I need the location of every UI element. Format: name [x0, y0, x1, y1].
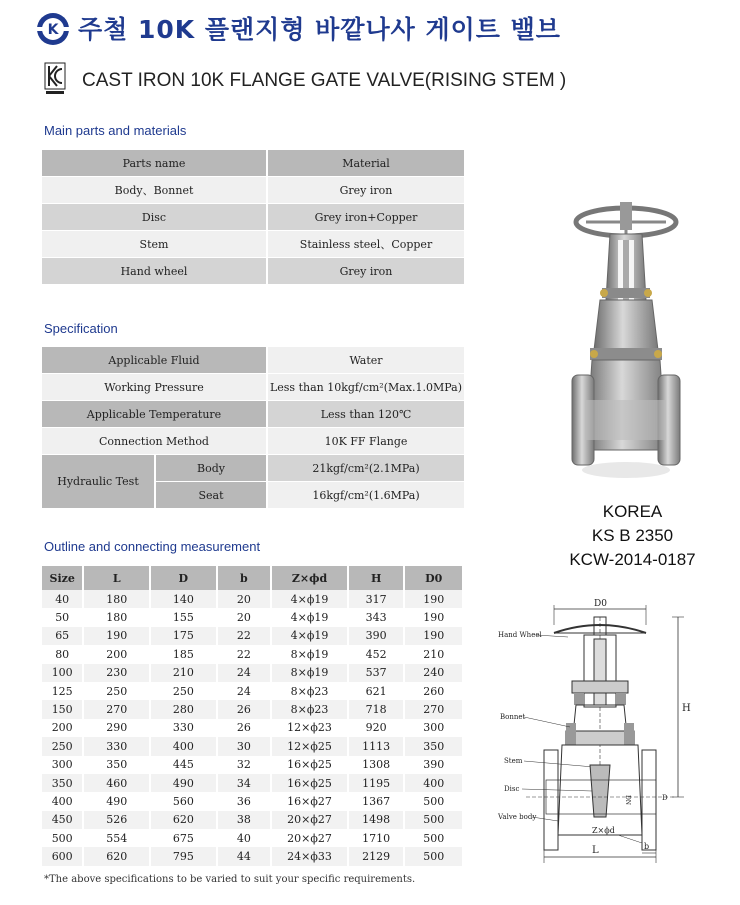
dimensions-table — [42, 566, 464, 866]
dims-cell: 140 — [151, 590, 218, 608]
dims-header-row — [42, 566, 464, 590]
dims-cell: 500 — [405, 792, 464, 810]
dims-cell: 490 — [151, 774, 218, 792]
dims-cell: 200 — [84, 645, 151, 663]
dims-cell: 125 — [42, 682, 84, 700]
spec-label: Applicable Fluid — [42, 347, 268, 374]
dims-cell: 8×ϕ23 — [272, 700, 349, 718]
dims-row — [42, 737, 464, 755]
dims-section-title: Outline and connecting measurement — [44, 539, 261, 554]
drawing-label-zd: Z×ϕd — [592, 826, 615, 835]
dims-cell: 718 — [349, 700, 406, 718]
dims-cell: 250 — [84, 682, 151, 700]
dims-cell: 200 — [42, 719, 84, 737]
dims-row — [42, 627, 464, 645]
dims-cell: 452 — [349, 645, 406, 663]
spec-value: 10K FF Flange — [268, 428, 464, 455]
parts-row — [42, 231, 464, 258]
standards-block — [545, 500, 720, 572]
dims-cell: 390 — [405, 756, 464, 774]
dims-cell: 4×ϕ19 — [272, 590, 349, 608]
dims-cell: 20×ϕ27 — [272, 829, 349, 847]
dims-cell: 24×ϕ33 — [272, 847, 349, 865]
dims-row — [42, 664, 464, 682]
dims-cell: 8×ϕ23 — [272, 682, 349, 700]
dims-cell: 620 — [84, 847, 151, 865]
parts-header-material: Material — [268, 150, 464, 177]
dims-cell: 537 — [349, 664, 406, 682]
hydraulic-seat-label: Seat — [156, 482, 268, 509]
dims-cell: 20 — [218, 608, 273, 626]
spec-section-title: Specification — [44, 321, 118, 336]
dims-cell: 675 — [151, 829, 218, 847]
dims-cell: 290 — [84, 719, 151, 737]
hydraulic-body-label: Body — [156, 455, 268, 482]
part-material: Stainless steel、Copper — [268, 231, 464, 258]
dims-cell: 155 — [151, 608, 218, 626]
dims-cell: 620 — [151, 811, 218, 829]
spec-row — [42, 347, 464, 374]
dims-cell: 24 — [218, 664, 273, 682]
dims-header-cell: Z×ϕd — [272, 566, 349, 590]
dims-cell: 4×ϕ19 — [272, 627, 349, 645]
dims-cell: 24 — [218, 682, 273, 700]
dims-cell: 317 — [349, 590, 406, 608]
dims-cell: 40 — [42, 590, 84, 608]
dims-cell: 26 — [218, 719, 273, 737]
spec-label: Working Pressure — [42, 374, 268, 401]
dims-row — [42, 608, 464, 626]
part-material: Grey iron — [268, 258, 464, 285]
dims-cell: 190 — [405, 608, 464, 626]
parts-header-row — [42, 150, 464, 177]
valve-technical-drawing — [496, 595, 711, 865]
dims-cell: 150 — [42, 700, 84, 718]
dims-cell: 8×ϕ19 — [272, 664, 349, 682]
drawing-label-d: D — [662, 794, 668, 802]
spec-row — [42, 401, 464, 428]
dims-cell: 180 — [84, 608, 151, 626]
dims-cell: 40 — [218, 829, 273, 847]
dims-cell: 34 — [218, 774, 273, 792]
part-material: Grey iron — [268, 177, 464, 204]
dims-row — [42, 811, 464, 829]
part-name: Stem — [42, 231, 268, 258]
dims-cell: 1710 — [349, 829, 406, 847]
dims-row — [42, 719, 464, 737]
dims-cell: 80 — [42, 645, 84, 663]
dims-row — [42, 792, 464, 810]
dims-cell: 300 — [405, 719, 464, 737]
dims-header-cell: D — [151, 566, 218, 590]
dims-cell: 330 — [151, 719, 218, 737]
dims-cell: 16×ϕ27 — [272, 792, 349, 810]
spec-row-hydraulic-body — [42, 455, 464, 482]
dims-cell: 270 — [84, 700, 151, 718]
dims-cell: 44 — [218, 847, 273, 865]
dims-cell: 250 — [42, 737, 84, 755]
dims-row — [42, 682, 464, 700]
drawing-label-hand-wheel: Hand Wheel — [498, 631, 542, 639]
dims-row — [42, 756, 464, 774]
dims-cell: 12×ϕ25 — [272, 737, 349, 755]
dims-cell: 500 — [405, 829, 464, 847]
drawing-label-bonnet: Bonnet — [500, 713, 526, 721]
dims-cell: 240 — [405, 664, 464, 682]
drawing-label-stem: Stem — [504, 757, 523, 765]
dims-cell: 1113 — [349, 737, 406, 755]
hydraulic-body-value: 21kgf/cm²(2.1MPa) — [268, 455, 464, 482]
part-name: Body、Bonnet — [42, 177, 268, 204]
dims-cell: 180 — [84, 590, 151, 608]
dims-cell: 1498 — [349, 811, 406, 829]
parts-table — [42, 150, 464, 285]
dims-cell: 1308 — [349, 756, 406, 774]
dims-cell: 390 — [349, 627, 406, 645]
hydraulic-test-label: Hydraulic Test — [42, 455, 156, 509]
dims-cell: 65 — [42, 627, 84, 645]
dims-cell: 621 — [349, 682, 406, 700]
spec-value: Less than 120℃ — [268, 401, 464, 428]
drawing-label-h: H — [682, 703, 691, 714]
dims-cell: 20×ϕ27 — [272, 811, 349, 829]
dims-cell: 250 — [151, 682, 218, 700]
drawing-label-dn: DN — [624, 795, 631, 806]
dims-cell: 343 — [349, 608, 406, 626]
dims-cell: 280 — [151, 700, 218, 718]
dims-cell: 300 — [42, 756, 84, 774]
dims-cell: 350 — [42, 774, 84, 792]
dims-cell: 8×ϕ19 — [272, 645, 349, 663]
dims-cell: 560 — [151, 792, 218, 810]
dims-cell: 490 — [84, 792, 151, 810]
dims-cell: 50 — [42, 608, 84, 626]
dims-row — [42, 847, 464, 865]
spec-row — [42, 374, 464, 401]
dims-cell: 445 — [151, 756, 218, 774]
parts-row — [42, 177, 464, 204]
parts-section-title: Main parts and materials — [44, 123, 187, 138]
dims-cell: 260 — [405, 682, 464, 700]
dims-cell: 230 — [84, 664, 151, 682]
dims-cell: 100 — [42, 664, 84, 682]
logo-letter: K — [47, 22, 59, 38]
page-title-korean: 주철 10K 플랜지형 바깥나사 게이트 밸브 — [78, 15, 561, 44]
drawing-label-d0: D0 — [594, 599, 607, 609]
dims-cell: 450 — [42, 811, 84, 829]
dims-header-cell: D0 — [405, 566, 464, 590]
dims-cell: 210 — [151, 664, 218, 682]
standard-country: KOREA — [602, 502, 663, 521]
spec-value: Less than 10kgf/cm²(Max.1.0MPa) — [268, 374, 464, 401]
parts-header-name: Parts name — [42, 150, 268, 177]
dims-cell: 920 — [349, 719, 406, 737]
dims-cell: 400 — [405, 774, 464, 792]
spec-table — [42, 347, 464, 509]
dims-cell: 526 — [84, 811, 151, 829]
dims-header-cell: Size — [42, 566, 84, 590]
dims-cell: 400 — [151, 737, 218, 755]
dims-cell: 26 — [218, 700, 273, 718]
dims-cell: 16×ϕ25 — [272, 774, 349, 792]
standard-ks: KS B 2350 — [591, 526, 674, 545]
dims-cell: 4×ϕ19 — [272, 608, 349, 626]
dims-cell: 36 — [218, 792, 273, 810]
dims-cell: 460 — [84, 774, 151, 792]
dims-cell: 190 — [405, 590, 464, 608]
part-material: Grey iron+Copper — [268, 204, 464, 231]
dims-cell: 795 — [151, 847, 218, 865]
dims-cell: 32 — [218, 756, 273, 774]
dims-header-cell: b — [218, 566, 273, 590]
footnote: *The above specifications to be varied to suit your specific requirements. — [44, 874, 416, 885]
dims-row — [42, 645, 464, 663]
dims-row — [42, 590, 464, 608]
dims-cell: 270 — [405, 700, 464, 718]
spec-label: Connection Method — [42, 428, 268, 455]
dims-cell: 16×ϕ25 — [272, 756, 349, 774]
dims-header-cell: L — [84, 566, 151, 590]
dims-cell: 38 — [218, 811, 273, 829]
valve-photo-image — [566, 200, 696, 485]
part-name: Disc — [42, 204, 268, 231]
dims-cell: 30 — [218, 737, 273, 755]
dims-cell: 190 — [405, 627, 464, 645]
parts-row — [42, 204, 464, 231]
dims-cell: 500 — [405, 847, 464, 865]
hydraulic-seat-value: 16kgf/cm²(1.6MPa) — [268, 482, 464, 509]
spec-row — [42, 428, 464, 455]
dims-cell: 554 — [84, 829, 151, 847]
dims-cell: 350 — [84, 756, 151, 774]
dims-cell: 12×ϕ23 — [272, 719, 349, 737]
dims-cell: 500 — [405, 811, 464, 829]
drawing-label-b: b — [644, 842, 650, 851]
dims-cell: 175 — [151, 627, 218, 645]
standard-kcw: KCW-2014-0187 — [569, 550, 696, 569]
drawing-label-disc: Disc — [504, 785, 520, 793]
drawing-label-l: L — [592, 845, 599, 856]
dims-cell: 20 — [218, 590, 273, 608]
dims-cell: 22 — [218, 627, 273, 645]
part-name: Hand wheel — [42, 258, 268, 285]
dims-cell: 185 — [151, 645, 218, 663]
dims-row — [42, 829, 464, 847]
dims-row — [42, 774, 464, 792]
dims-header-cell: H — [349, 566, 406, 590]
parts-row — [42, 258, 464, 285]
dims-cell: 400 — [42, 792, 84, 810]
drawing-label-valve-body: Valve body — [498, 813, 537, 821]
dims-cell: 600 — [42, 847, 84, 865]
dims-cell: 1195 — [349, 774, 406, 792]
dims-cell: 190 — [84, 627, 151, 645]
company-logo — [36, 12, 70, 46]
dims-cell: 330 — [84, 737, 151, 755]
kc-certification-icon — [44, 62, 66, 96]
dims-cell: 210 — [405, 645, 464, 663]
dims-cell: 22 — [218, 645, 273, 663]
dims-cell: 350 — [405, 737, 464, 755]
spec-label: Applicable Temperature — [42, 401, 268, 428]
dims-cell: 1367 — [349, 792, 406, 810]
dims-cell: 500 — [42, 829, 84, 847]
dims-row — [42, 700, 464, 718]
dims-cell: 2129 — [349, 847, 406, 865]
page-title-english: CAST IRON 10K FLANGE GATE VALVE(RISING STEM ) — [82, 70, 567, 91]
spec-value: Water — [268, 347, 464, 374]
